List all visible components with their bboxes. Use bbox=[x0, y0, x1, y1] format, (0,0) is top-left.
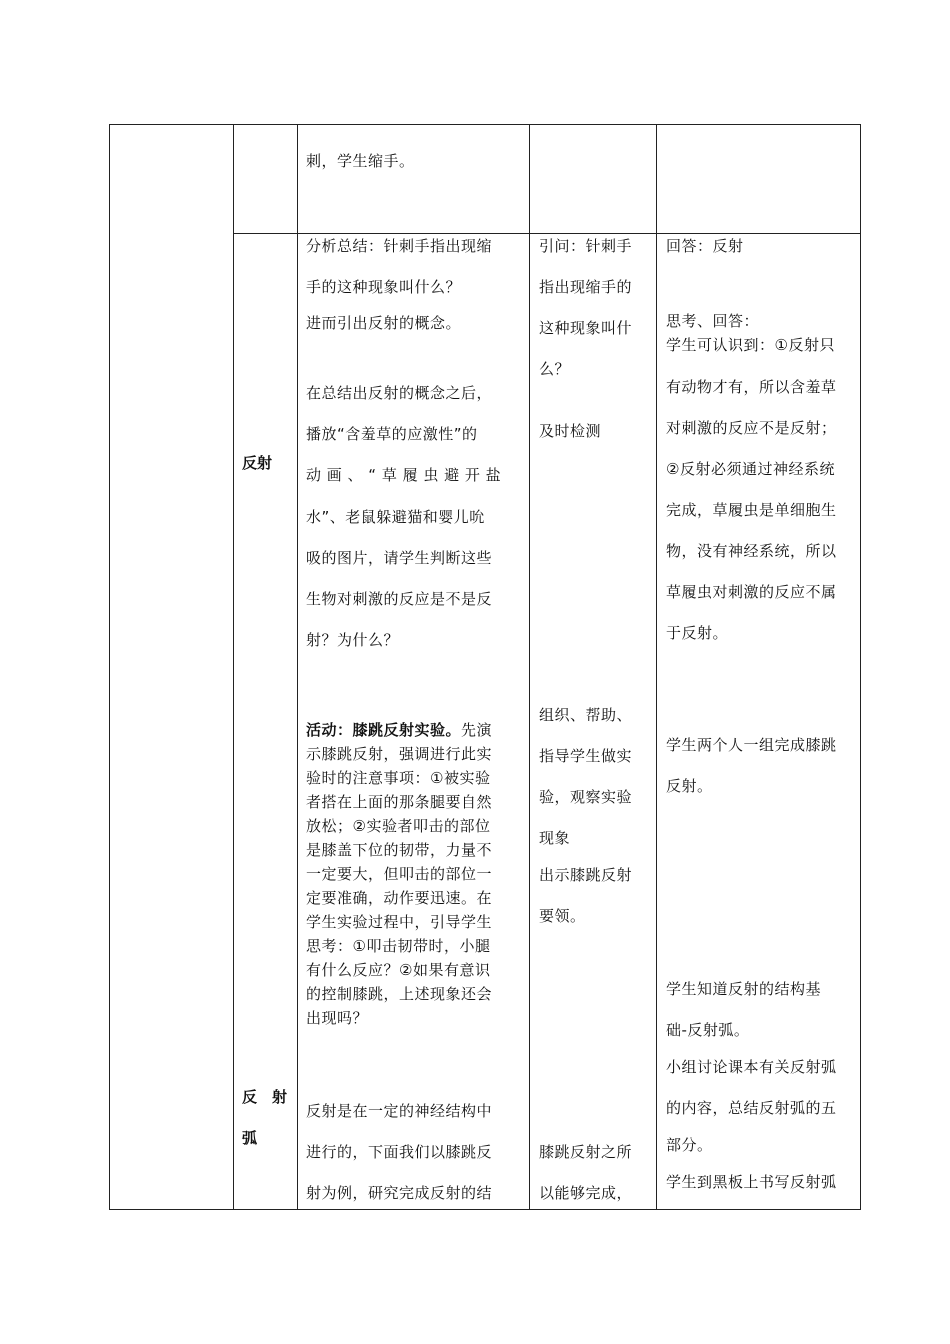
student-activity-line: 础-反射弧。 bbox=[666, 1021, 750, 1039]
teaching-content-line: 吸的图片，请学生判断这些 bbox=[306, 549, 493, 567]
teacher-activity-line: 及时检测 bbox=[539, 422, 602, 440]
teacher-activity-line: 以能够完成， bbox=[539, 1184, 633, 1202]
teaching-content-line: 水”、老鼠躲避猫和婴儿吮 bbox=[306, 508, 485, 526]
student-activity-line: 思考、回答： bbox=[666, 312, 760, 330]
student-activity-line: 的内容，总结反射弧的五 bbox=[666, 1099, 837, 1117]
activity-line: 有什么反应？②如果有意识 bbox=[306, 961, 491, 979]
teacher-activity-line: 这种现象叫什 bbox=[539, 319, 633, 337]
student-activity-line: 部分。 bbox=[666, 1136, 713, 1154]
teacher-activity-line: 么？ bbox=[539, 360, 571, 378]
activity-line: 放松；②实验者叩击的部位 bbox=[306, 817, 491, 835]
activity-line: 学生实验过程中，引导学生 bbox=[306, 913, 493, 931]
activity-line: 示膝跳反射，强调进行此实 bbox=[306, 745, 493, 763]
activity-line: 出现吗？ bbox=[306, 1009, 369, 1027]
column-divider bbox=[233, 125, 234, 1209]
teacher-activity-line: 出示膝跳反射 bbox=[539, 866, 633, 884]
teacher-activity-line: 要领。 bbox=[539, 907, 586, 925]
activity-text: 先演 bbox=[461, 721, 493, 739]
section-label-reflex-arc: 反 射 bbox=[242, 1088, 288, 1106]
cell-text: 刺，学生缩手。 bbox=[306, 152, 415, 170]
student-activity-line: 小组讨论课本有关反射弧 bbox=[666, 1058, 837, 1076]
teaching-content-line: 射为例，研究完成反射的结 bbox=[306, 1184, 493, 1202]
teaching-content-line: 射？为什么？ bbox=[306, 631, 400, 649]
column-divider bbox=[656, 125, 657, 1209]
section-label-reflex: 反射 bbox=[242, 454, 273, 472]
activity-title: 活动：膝跳反射实验。 bbox=[306, 721, 462, 739]
student-activity-line: ②反射必须通过神经系统 bbox=[666, 460, 835, 478]
student-activity-line: 草履虫对刺激的反应不属 bbox=[666, 583, 837, 601]
activity-line: 一定要大，但叩击的部位一 bbox=[306, 865, 493, 883]
teaching-content-line: 动 画 、 “ 草 履 虫 避 开 盐 bbox=[306, 466, 502, 484]
student-activity-line: 完成，草履虫是单细胞生 bbox=[666, 501, 837, 519]
column-divider bbox=[529, 125, 530, 1209]
teaching-content-line: 反射是在一定的神经结构中 bbox=[306, 1102, 493, 1120]
teacher-activity-line: 指出现缩手的 bbox=[539, 278, 633, 296]
teaching-content-line: 分析总结：针刺手指出现缩 bbox=[306, 237, 493, 255]
student-activity-line: 学生知道反射的结构基 bbox=[666, 980, 822, 998]
activity-line: 的控制膝跳，上述现象还会 bbox=[306, 985, 493, 1003]
lesson-table bbox=[109, 124, 861, 1210]
student-activity-line: 学生到黑板上书写反射弧 bbox=[666, 1173, 837, 1191]
teaching-content-line: 在总结出反射的概念之后， bbox=[306, 384, 493, 402]
activity-line: 者搭在上面的那条腿要自然 bbox=[306, 793, 493, 811]
student-activity-line: 学生可认识到：①反射只 bbox=[666, 336, 835, 354]
student-activity-line: 回答：反射 bbox=[666, 237, 744, 255]
teaching-content-line: 手的这种现象叫什么？ bbox=[306, 278, 462, 296]
teacher-activity-line: 指导学生做实 bbox=[539, 747, 633, 765]
teacher-activity-line: 膝跳反射之所 bbox=[539, 1143, 633, 1161]
teacher-activity-line: 引问：针刺手 bbox=[539, 237, 633, 255]
activity-line: 定要准确，动作要迅速。在 bbox=[306, 889, 493, 907]
student-activity-line: 对刺激的反应不是反射； bbox=[666, 419, 837, 437]
teacher-activity-line: 组织、帮助、 bbox=[539, 706, 633, 724]
teaching-content-line: 播放“含羞草的应激性”的 bbox=[306, 425, 478, 443]
row-divider bbox=[233, 233, 860, 234]
teacher-activity-line: 验，观察实验 bbox=[539, 788, 633, 806]
teacher-activity-line: 现象 bbox=[539, 829, 571, 847]
teaching-content-line: 进行的，下面我们以膝跳反 bbox=[306, 1143, 493, 1161]
activity-line: 是膝盖下位的韧带，力量不 bbox=[306, 841, 493, 859]
student-activity-line: 物，没有神经系统，所以 bbox=[666, 542, 837, 560]
student-activity-line: 反射。 bbox=[666, 777, 713, 795]
column-divider bbox=[297, 125, 298, 1209]
student-activity-line: 于反射。 bbox=[666, 624, 729, 642]
student-activity-line: 学生两个人一组完成膝跳 bbox=[666, 736, 837, 754]
teaching-content-line: 进而引出反射的概念。 bbox=[306, 314, 462, 332]
activity-line: 验时的注意事项：①被实验 bbox=[306, 769, 491, 787]
activity-first-line bbox=[306, 720, 492, 740]
student-activity-line: 有动物才有，所以含羞草 bbox=[666, 378, 837, 396]
teaching-content-line: 生物对刺激的反应是不是反 bbox=[306, 590, 493, 608]
section-label-reflex-arc: 弧 bbox=[242, 1129, 258, 1147]
activity-line: 思考：①叩击韧带时，小腿 bbox=[306, 937, 491, 955]
